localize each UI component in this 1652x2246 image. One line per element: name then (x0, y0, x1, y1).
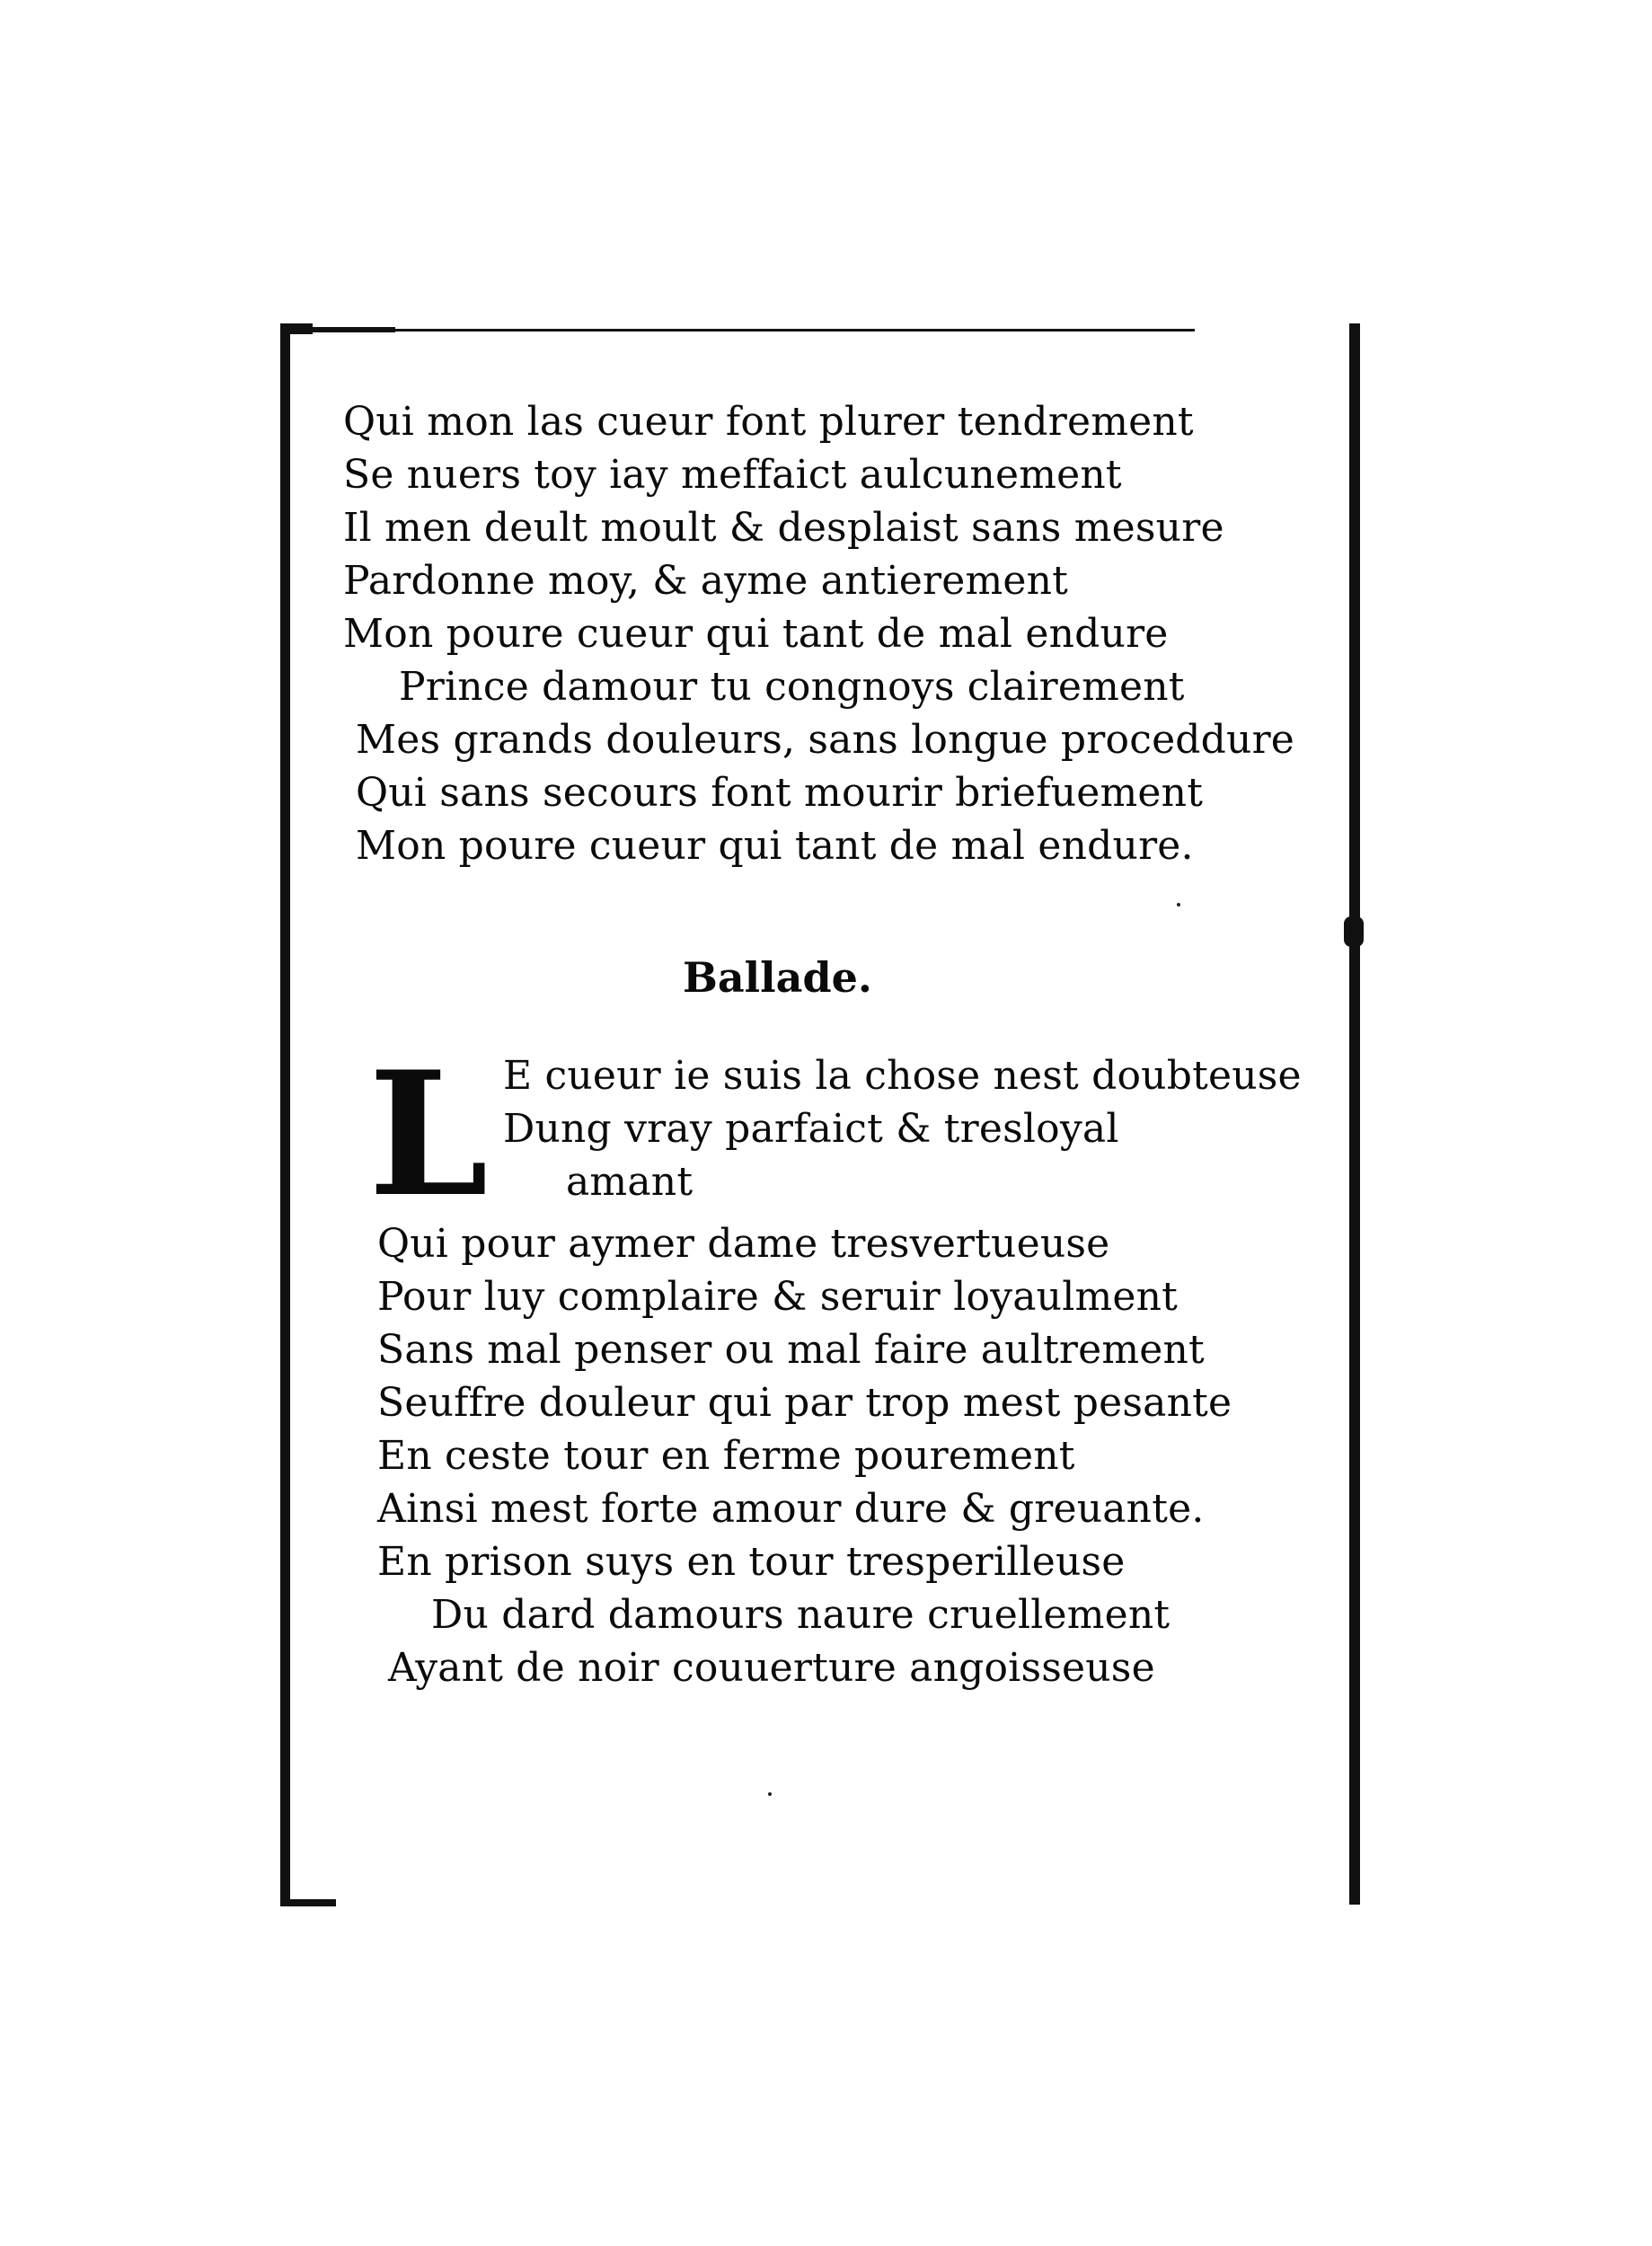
verse-line: Ayant de noir couuerture angoisseuse (388, 1645, 1155, 1691)
verse-line: Prince damour tu congnoys clairement (399, 664, 1185, 710)
verse-line: Mon poure cueur qui tant de mal endure. (356, 823, 1194, 869)
verse-line: Se nuers toy iay meffaict aulcunement (343, 452, 1122, 498)
ink-speck (1177, 903, 1180, 906)
verse-line: Mon poure cueur qui tant de mal endure (343, 611, 1169, 657)
verse-line: E cueur ie suis la chose nest doubteuse (503, 1053, 1302, 1099)
right-frame-rule (1349, 323, 1360, 1905)
verse-line: Du dard damours naure cruellement (431, 1592, 1171, 1638)
verse-line: En prison suys en tour tresperilleuse (377, 1539, 1126, 1585)
top-rule (287, 329, 1195, 332)
verse-line: En ceste tour en ferme pourement (377, 1433, 1075, 1479)
verse-line: amant (566, 1159, 693, 1205)
verse-line: Ainsi mest forte amour dure & greuante. (377, 1486, 1205, 1532)
verse-line: Qui sans secours font mourir briefuement (356, 770, 1204, 816)
drop-cap: L (368, 1034, 489, 1234)
verse-line: Dung vray parfaict & tresloyal (503, 1106, 1119, 1152)
verse-line: Pour luy complaire & seruir loyaulment (377, 1274, 1179, 1320)
right-frame-notch (1344, 916, 1364, 947)
verse-line: Il men deult moult & desplaist sans mesure (343, 505, 1224, 551)
drop-cap-lines (503, 1049, 1302, 1208)
left-frame-foot (280, 1899, 336, 1906)
verse-line: Seuffre douleur qui par trop mest pesante (377, 1380, 1232, 1426)
verse-line: Qui mon las cueur font plurer tendrement (343, 399, 1194, 445)
verse-line: Sans mal penser ou mal faire aultrement (377, 1327, 1205, 1373)
verse-line: Pardonne moy, & ayme antierement (343, 558, 1069, 604)
section-heading: Ballade. (683, 953, 872, 1002)
stanza-one (343, 395, 1294, 872)
left-frame-rule (280, 323, 290, 1905)
verse-line: Mes grands douleurs, sans longue proceddure (356, 717, 1295, 763)
verse-line: Qui pour aymer dame tresvertueuse (377, 1221, 1110, 1267)
ink-speck (768, 1792, 772, 1796)
stanza-two (377, 1217, 1232, 1694)
